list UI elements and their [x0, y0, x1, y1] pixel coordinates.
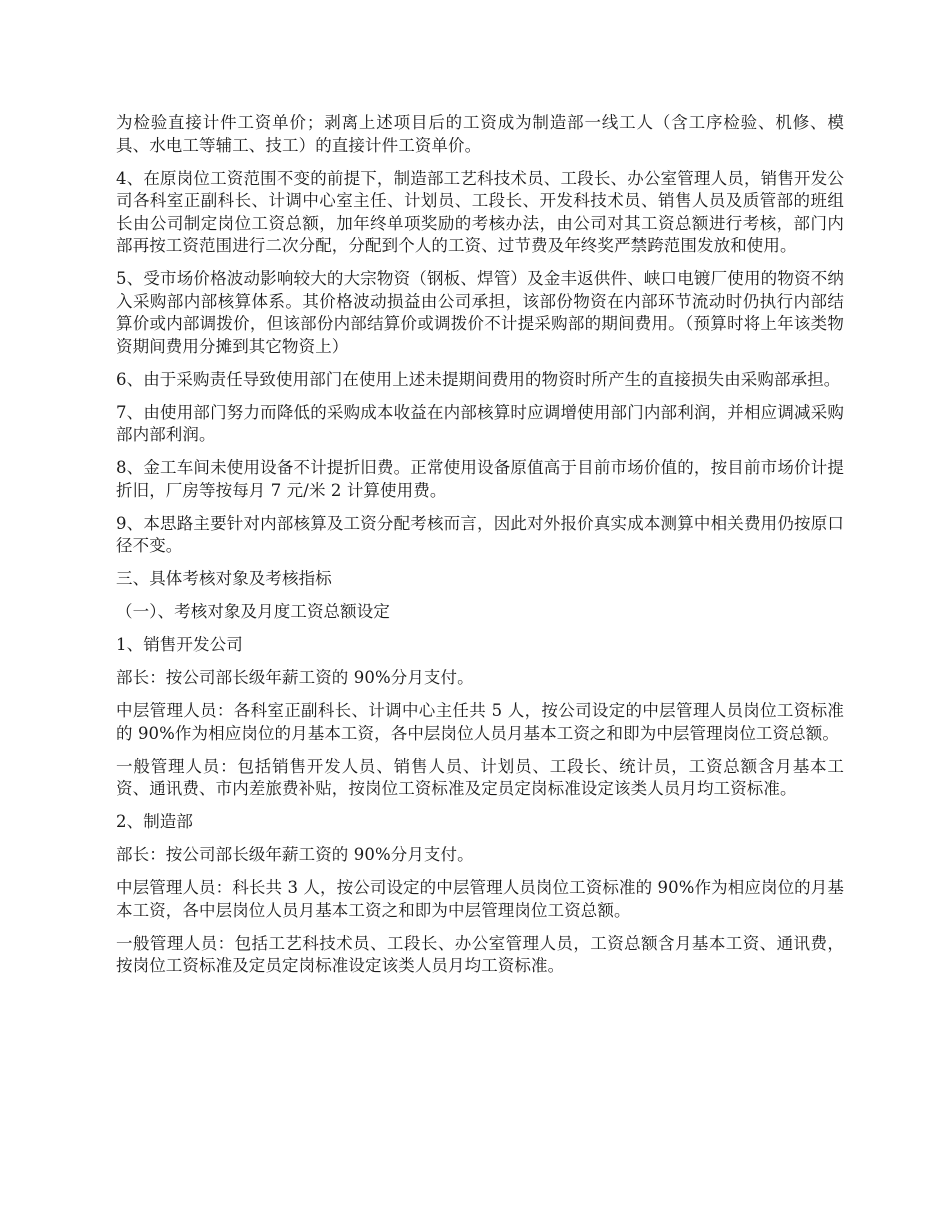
manufacturing-minister-paragraph: 部长：按公司部长级年薪工资的 90%分月支付。 — [116, 845, 474, 864]
manufacturing-middle-management-paragraph: 中层管理人员：科长共 3 人，按公司设定的中层管理人员岗位工资标准的 90%作为相应岗位的月基本工资，各中层岗位人员月基本工资之和即为中层管理岗位工资总额。 — [116, 878, 844, 920]
paragraph-item-8: 8、金工车间未使用设备不计提折旧费。正常使用设备原值高于目前市场价值的，按目前市场价计提折旧，厂房等按每月 7 元/米 2 计算使用费。 — [116, 458, 844, 500]
paragraph-item-6: 6、由于采购责任导致使用部门在使用上述未提期间费用的物资时所产生的直接损失由采购部承担。 — [116, 369, 841, 389]
manufacturing-general-staff-paragraph: 一般管理人员：包括工艺科技术员、工段长、办公室管理人员，工资总额含月基本工资、通讯费，按岗位工资标准及定员定岗标准设定该类人员月均工资标准。 — [116, 933, 844, 975]
paragraph-item-7: 7、由使用部门努力而降低的采购成本收益在内部核算时应调增使用部门内部利润，并相应调减采购部内部利润。 — [116, 402, 844, 444]
unit-heading-sales: 1、销售开发公司 — [116, 635, 243, 654]
document-body — [116, 112, 844, 988]
section-heading-3: 三、具体考核对象及考核指标 — [116, 569, 332, 588]
sales-minister-paragraph: 部长：按公司部长级年薪工资的 90%分月支付。 — [116, 668, 474, 687]
unit-heading-manufacturing: 2、制造部 — [116, 812, 193, 831]
sales-middle-management-paragraph: 中层管理人员：各科室正副科长、计调中心主任共 5 人，按公司设定的中层管理人员岗位工资标准的 90%作为相应岗位的月基本工资，各中层岗位人员月基本工资之和即为中层管理岗位工资总额。 — [116, 701, 844, 743]
paragraph-wage-unit-continuation: 为检验直接计件工资单价；剥离上述项目后的工资成为制造部一线工人（含工序检验、机修、模具、水电工等辅工、技工）的直接计件工资单价。 — [116, 113, 844, 155]
sales-general-staff-paragraph: 一般管理人员：包括销售开发人员、销售人员、计划员、工段长、统计员，工资总额含月基本工资、通讯费、市内差旅费补贴，按岗位工资标准及定员定岗标准设定该类人员月均工资标准。 — [116, 756, 844, 798]
paragraph-item-4: 4、在原岗位工资范围不变的前提下，制造部工艺科技术员、工段长、办公室管理人员，销售开发公司各科室正副科长、计调中心室主任、计划员、工段长、开发科技术员、销售人员及质管部的班组长由公司制定岗位工资总额，加年终单项奖励的考核办法，由公司对其工资总额进行考核，部门内部再按工资范围进行二次分配，分配到个人的工资、过节费及年终奖严禁跨范围发放和使用。 — [116, 168, 844, 255]
paragraph-item-5: 5、受市场价格波动影响较大的大宗物资（钢板、焊管）及金丰返供件、峡口电镀厂使用的物资不纳入采购部内部核算体系。其价格波动损益由公司承担，该部份物资在内部环节流动时仍执行内部结算价或内部调拨价，但该部份内部结算价或调拨价不计提采购部的期间费用。（预算时将上年该类物资期间费用分摊到其它物资上） — [116, 269, 844, 356]
paragraph-item-9: 9、本思路主要针对内部核算及工资分配考核而言，因此对外报价真实成本测算中相关费用仍按原口径不变。 — [116, 513, 844, 555]
subsection-heading-1: （一）、考核对象及月度工资总额设定 — [116, 602, 390, 621]
